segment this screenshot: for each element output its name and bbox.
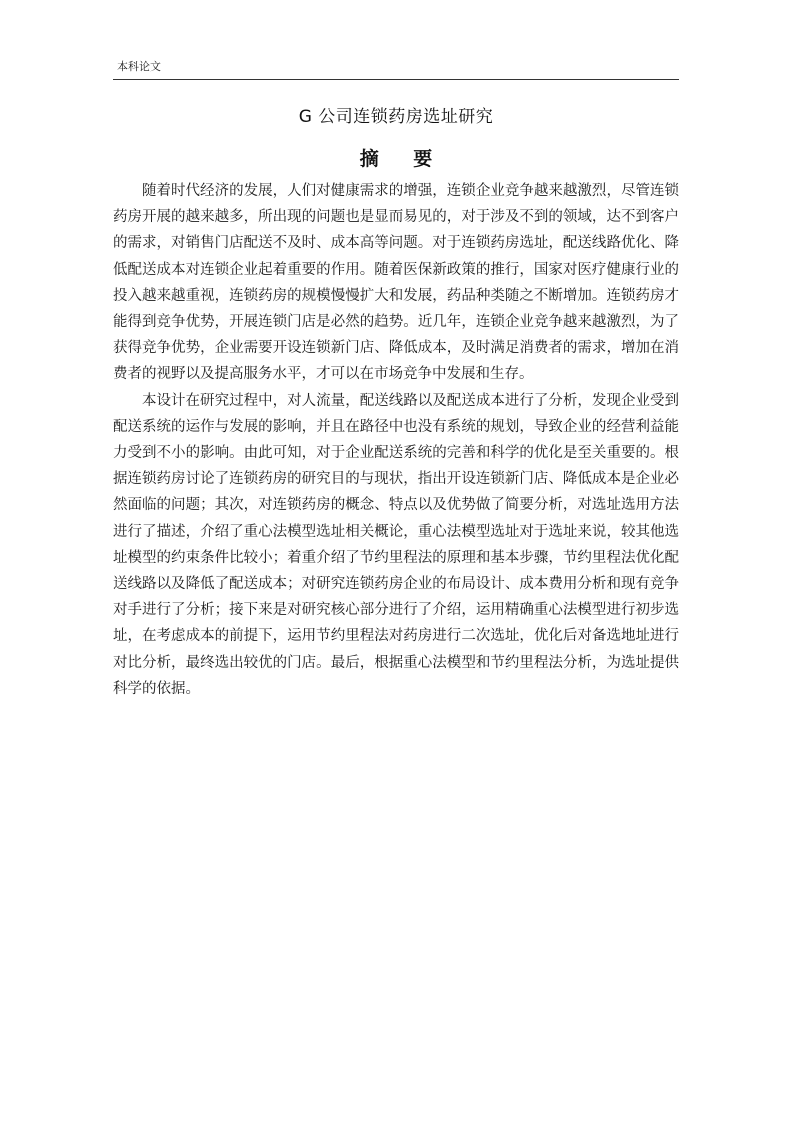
header-divider xyxy=(113,79,679,80)
page-title: G 公司连锁药房选址研究 xyxy=(298,107,494,127)
abstract-paragraph-1: 随着时代经济的发展，人们对健康需求的增强，连锁企业竞争越来越激烈，尽管连锁药房开展的越来越多，所出现的问题也是显而易见的，对于涉及不到的领域，达不到客户的需求，对销售门店配送不及时、成本高等问题。对于连锁药房选址，配送线路优化、降低配送成本对连锁企业起着重要的作用。随着医保新政策的推行，国家对医疗健康行业的投入越来越重视，连锁药房的规模慢慢扩大和发展，药品种类随之不断增加。连锁药房才能得到竞争优势，开展连锁门店是必然的趋势。近几年，连锁企业竞争越来越激烈，为了获得竞争优势，企业需要开设连锁新门店、降低成本，及时满足消费者的需求，增加在消费者的视野以及提高服务水平，才可以在市场竞争中发展和生存。 xyxy=(113,183,679,383)
abstract-body xyxy=(113,178,679,702)
abstract-heading: 摘 要 xyxy=(359,148,447,170)
running-header: 本科论文 xyxy=(117,60,161,73)
abstract-paragraph-2: 本设计在研究过程中，对人流量，配送线路以及配送成本进行了分析，发现企业受到配送系统的运作与发展的影响，并且在路径中也没有系统的规划，导致企业的经营利益能力受到不小的影响。由此可知，对于企业配送系统的完善和科学的优化是至关重要的。根据连锁药房讨论了连锁药房的研究目的与现状，指出开设连锁新门店、降低成本是企业必然面临的问题；其次，对连锁药房的概念、特点以及优势做了简要分析，对选址选用方法进行了描述，介绍了重心法模型选址相关概论，重心法模型选址对于选址来说，较其他选址模型的约束条件比较小；着重介绍了节约里程法的原理和基本步骤，节约里程法优化配送线路以及降低了配送成本；对研究连锁药房企业的布局设计、成本费用分析和现有竞争对手进行了分析；接下来是对研究核心部分进行了介绍，运用精确重心法模型进行初步选址，在考虑成本的前提下，运用节约里程法对药房进行二次选址，优化后对备选地址进行对比分析，最终选出较优的门店。最后，根据重心法模型和节约里程法分析，为选址提供科学的依据。 xyxy=(113,392,679,697)
